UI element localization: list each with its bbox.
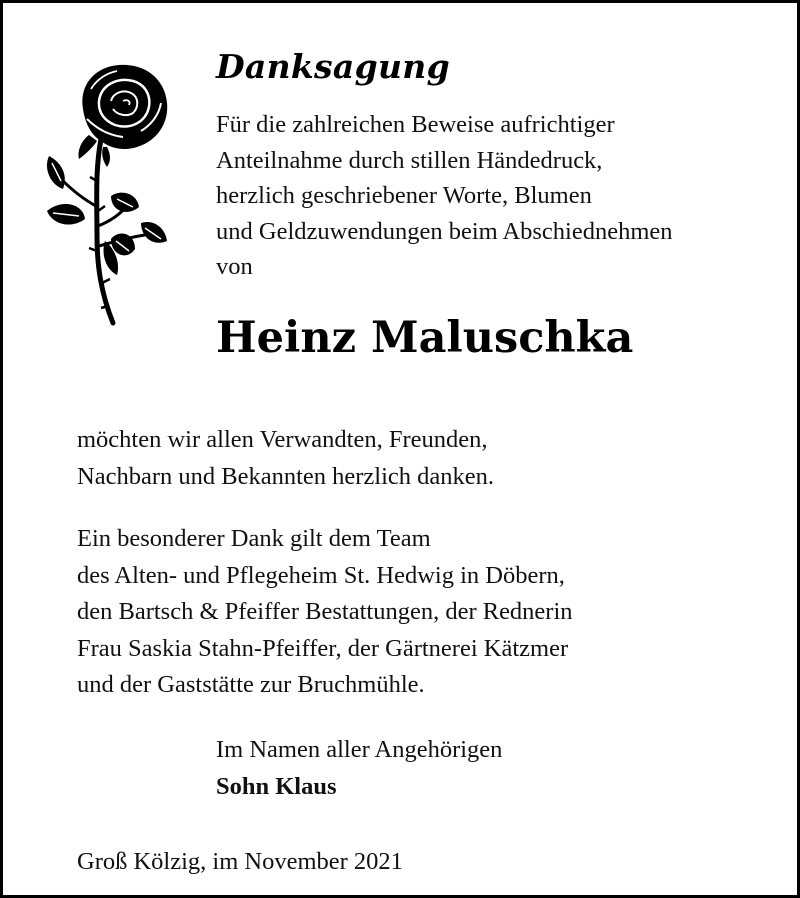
intro-line: Für die zahlreichen Beweise aufrichtiger (216, 111, 615, 138)
intro-line: Anteilnahme durch stillen Händedruck, (216, 146, 603, 174)
intro-line: herzlich geschriebener Worte, Blumen (216, 182, 592, 209)
special-thanks-line: und der Gaststätte zur Bruchmühle. (77, 671, 425, 698)
place-date: Groß Kölzig, im November 2021 (77, 848, 403, 875)
intro-line: von (216, 253, 253, 280)
special-thanks-line: Ein besonderer Dank gilt dem Team (77, 525, 431, 552)
signature: Sohn Klaus (216, 773, 337, 800)
thanks-paragraph (77, 422, 777, 495)
thanks-line: möchten wir allen Verwandten, Freunden, (77, 426, 488, 453)
special-thanks-line: den Bartsch & Pfeiffer Bestattungen, der Rednerin (77, 598, 573, 625)
intro-line: und Geldzuwendungen beim Abschiednehmen (216, 217, 673, 245)
thanks-line: Nachbarn und Bekannten herzlich danken. (77, 462, 495, 490)
deceased-name: Heinz Maluschka (216, 313, 634, 363)
special-thanks-paragraph (77, 521, 777, 704)
signoff-block (216, 731, 502, 805)
signoff-line: Im Namen aller Angehörigen (216, 736, 503, 763)
intro-text (216, 107, 786, 285)
notice-heading: Danksagung (216, 47, 450, 86)
rose-icon (41, 61, 171, 329)
special-thanks-line: des Alten- und Pflegeheim St. Hedwig in Döbern, (77, 561, 565, 589)
special-thanks-line: Frau Saskia Stahn-Pfeiffer, der Gärtnerei Kätzmer (77, 634, 569, 662)
